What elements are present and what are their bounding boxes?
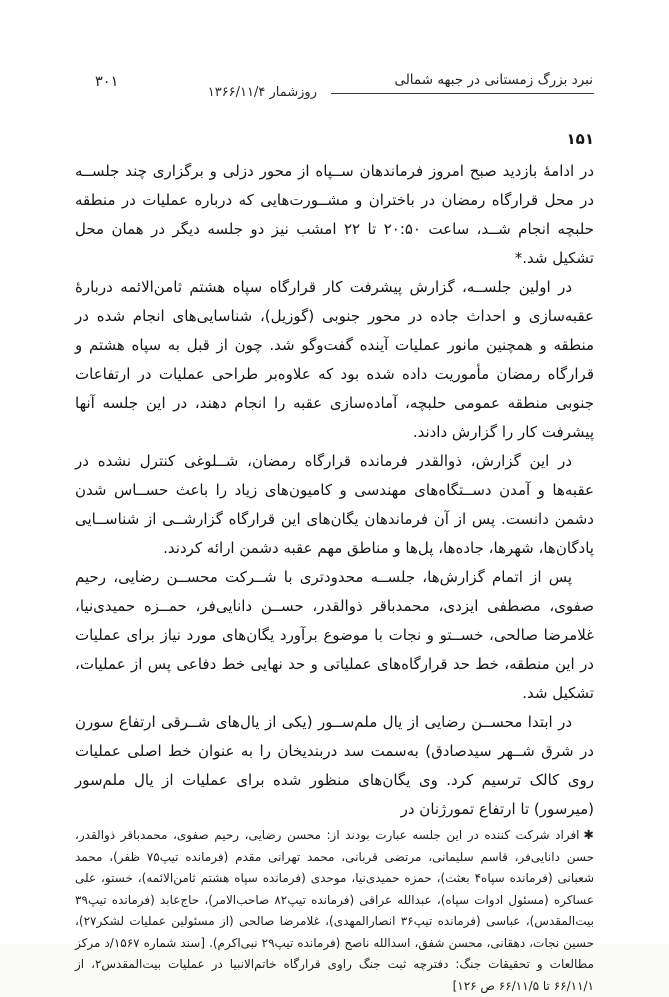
footnote-text: افراد شرکت کننده در این جلسه عبارت بودند از: محسن رضایی، رحیم صفوی، محمدباقر ذوالقدر، حسن دانایی‌فر، قاسم سلیمانی، مرتضی قربانی، محمد تهرانی مقدم (فرمانده تیپ۷۵ ظفر)، محمد شعبانی (فرمانده سپاه۴ بعثت)، حمزه حمیدی‌نیا، موحدی (فرمانده سپاه هشتم ثامن‌الائمه)، خستو، علی عساکره (مسئول ادوات سپاه)، عبدالله عراقی (فرمانده تیپ۸۲ صاحب‌الامر)، حاج‌عابد (فرمانده تیپ۳۹ بیت‌المقدس)، عباسی (فرمانده تیپ۳۶ انصارالمهدی)، غلامرضا صالحی (از مسئولین عملیات لشکر۲۷)، حسین نجات، دهقانی، محسن شفق، اسدالله ناصح (فرمانده تیپ۲۹ نبی‌اکرم). [سند شماره ۱۵۶۷/د مرکز مطالعات و تحقیقات جنگ: دفترچه ثبت جنگ راوی قرارگاه خاتم‌الانبیا در عملیات بیت‌المقدس۲، از ۶۶/۱۱/۱ تا ۶۶/۱۱/۵ ص ۱۲۶]: [75, 828, 595, 993]
paragraph: پس از اتمام گزارش‌ها، جلســه محدودتری با شــرکت محســن رضایی، رحیم صفوی، مصطفی ایزدی، محمدباقر ذوالقدر، حســن دانایی‌فر، حمــزه حمیدی‌نیا، غلامرضا صالحی، خســتو و نجات با موضوع برآورد یگان‌های مورد نیاز برای عملیات در این منطقه، خط حد قرارگاه‌های عملیاتی و حد نهایی خط دفاعی پس از عملیات، تشکیل شد.: [75, 568, 594, 702]
paragraph: در ادامهٔ بازدید صبح امروز فرماندهان ســپاه از محور دزلی و برگزاری چند جلســه در محل قرارگاه رمضان در باختران و مشــورت‌هایی که درباره عملیات در منطقه حلبچه انجام شــد، ساعت ۲۰:۵۰ تا ۲۲ امشب نیز دو جلسه دیگر در همان محل تشکیل شد.*: [75, 162, 594, 267]
paragraph: در این گزارش، ذوالقدر فرمانده قرارگاه رمضان، شــلوغی کنترل نشده در عقبه‌ها و آمدن دســتگاه‌های مهندسی و کامیون‌های زیاد را باعث حســاس شدن دشمن دانست. پس از آن فرماندهان یگان‌های این قرارگاه گزارشــی از شناســایی پادگان‌ها، شهرها، جاده‌ها، پل‌ها و مناطق مهم عقبه دشمن ارائه کردند.: [75, 452, 594, 557]
header-rule-divider: [331, 93, 594, 94]
page-number: ۳۰۱: [95, 74, 119, 90]
paragraph: در اولین جلســه، گزارش پیشرفت کار قرارگاه سپاه هشتم ثامن‌الائمه دربارهٔ عقبه‌سازی و احداث جاده در محور جنوبی (گوزیل)، شناسایی‌های انجام شده در منطقه و همچنین مانور عملیات آینده گفت‌وگو شد. چون از قبل به سپاه هشتم و قرارگاه رمضان مأموریت داده شده بود که علاوه‌بر طراحی عملیات در ارتفاعات جنوبی منطقه عمومی حلبچه، آماده‌سازی عقبه را انجام دهند، در این جلسه آنها پیشرفت کار را گزارش دادند.: [75, 278, 594, 441]
chronicle-date: روزشمار ۱۳۶۶/۱۱/۴: [207, 85, 317, 100]
entry-body: [75, 126, 594, 824]
entry-number: ۱۵۱: [566, 130, 594, 148]
footnote: [75, 824, 594, 997]
paragraph: در ابتدا محســن رضایی از یال ملم‌ســور (یکی از یال‌های شــرقی ارتفاع سورن در شرق شــهر سیدصادق) به‌سمت سد دربندیخان را به عنوان خط اصلی عملیات روی کالک ترسیم کرد. وی یگان‌های منظور شده برای عملیات از یال ملم‌سور (میرسور) تا ارتفاع تمورژنان در: [75, 713, 594, 818]
page-header: [75, 72, 594, 118]
running-title: نبرد بزرگ زمستانی در جبهه شمالی: [394, 72, 593, 88]
footnote-asterisk-marker: ✱: [583, 827, 594, 842]
